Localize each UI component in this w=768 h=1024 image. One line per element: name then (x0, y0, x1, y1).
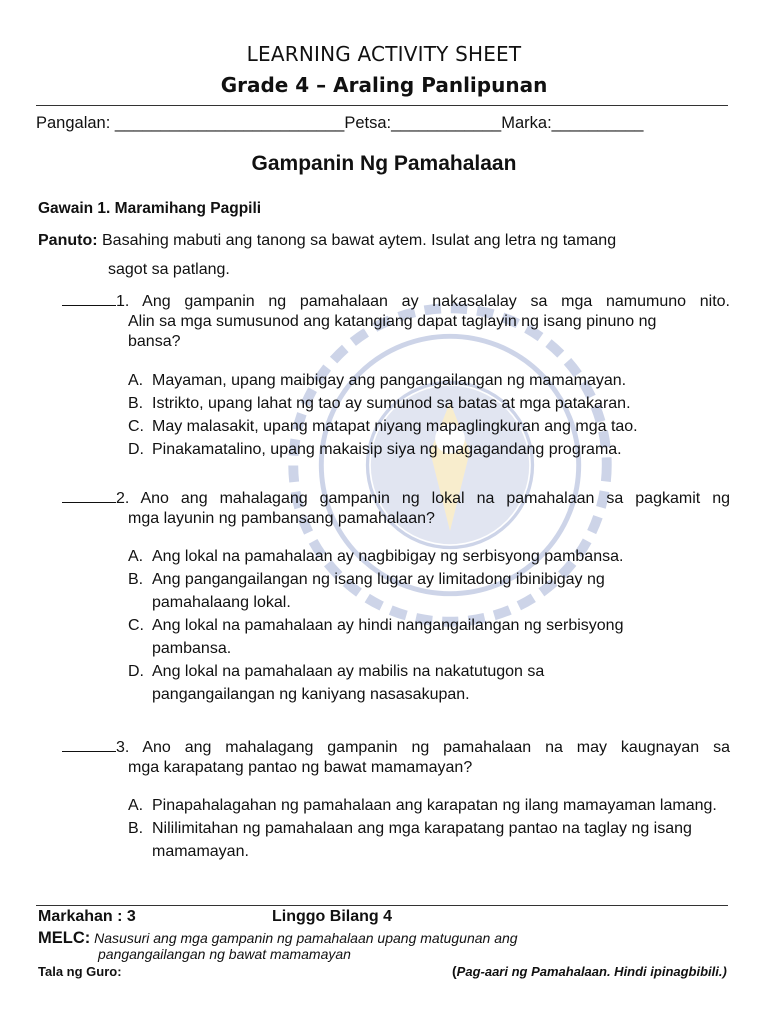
choice-text: May malasakit, upang matapat niyang mapaglingkuran ang mga tao. (152, 418, 638, 435)
sheet-subtitle: Grade 4 – Araling Panlipunan (220, 73, 548, 97)
question-number: 2. (116, 490, 130, 507)
choice-letter: A. (128, 548, 144, 565)
name-field[interactable]: _________________________ (114, 114, 345, 132)
choices-2 (128, 545, 728, 706)
choice-item (128, 614, 728, 660)
choice-item (128, 415, 728, 438)
date-field[interactable]: ____________ (391, 114, 502, 132)
choice-item (128, 392, 728, 415)
question-2 (62, 488, 730, 529)
question-1 (62, 291, 730, 352)
choice-letter: B. (128, 395, 144, 412)
instruction-text: Basahing mabuti ang tanong sa bawat aytem. Isulat ang letra ng tamang (97, 232, 617, 249)
name-label: Pangalan: (36, 114, 115, 132)
choice-item (128, 568, 728, 614)
choice-text: Mayaman, upang maibigay ang pangangailangan ng mamamayan. (152, 372, 627, 389)
footer-divider (36, 905, 728, 906)
ownership-text: Pag-aari ng Pamahalaan. Hindi ipinagbibili.) (456, 964, 727, 979)
choice-text: Ang pangangailangan ng isang lugar ay limitadong ibinibigay ng pamahalaang lokal. (152, 571, 605, 611)
melc-label: MELC: (38, 929, 91, 947)
choice-item (128, 794, 728, 817)
lesson-topic: Gampanin Ng Pamahalaan (251, 152, 517, 175)
choice-item (128, 438, 728, 461)
choice-letter: C. (128, 418, 144, 435)
instruction-text-cont: sagot sa patlang. (108, 261, 230, 278)
instruction-label: Panuto: (38, 232, 98, 249)
question-3 (62, 737, 730, 778)
choice-letter: D. (128, 663, 144, 680)
question-text: Ano ang mahalagang gampanin ng pamahalaan na may kaugnayan sa (129, 739, 730, 756)
question-text-cont: mga karapatang pantao ng bawat mamamayan? (128, 759, 473, 776)
quarter-label: Markahan : 3 (38, 908, 136, 925)
week-label: Linggo Bilang 4 (272, 908, 392, 925)
choice-text: Pinapahalagahan ng pamahalaan ang karapatan ng ilang mamayaman lamang. (152, 797, 717, 814)
ownership-note (452, 963, 727, 979)
choice-item (128, 369, 728, 392)
date-label: Petsa: (344, 114, 392, 132)
melc-text-cont: pangangailangan ng bawat mamamayan (98, 946, 351, 962)
answer-blank-3[interactable] (62, 737, 116, 752)
choice-item (128, 545, 728, 568)
activity-title: Gawain 1. Maramihang Pagpili (38, 200, 262, 217)
choice-letter: D. (128, 441, 144, 458)
choice-item (128, 660, 728, 706)
answer-blank-1[interactable] (62, 291, 116, 306)
question-number: 3. (116, 739, 130, 756)
choice-letter: B. (128, 820, 144, 837)
choice-item (128, 817, 728, 863)
choice-letter: A. (128, 372, 144, 389)
choice-text: Pinakamatalino, upang makaisip siya ng magagandang programa. (152, 441, 622, 458)
choice-text: Ang lokal na pamahalaan ay mabilis na nakatutugon sa pangangailangan ng kaniyang nasasakupan. (152, 663, 545, 703)
grade-label: Marka: (501, 114, 552, 132)
question-text-cont: mga layunin ng pambansang pamahalaan? (128, 510, 435, 527)
question-text: Ano ang mahalagang gampanin ng lokal na pamahalaan sa pagkamit ng (129, 490, 730, 507)
choice-letter: C. (128, 617, 144, 634)
choice-text: Nililimitahan ng pamahalaan ang mga karapatang pantao na taglay ng isang mamamayan. (152, 820, 692, 860)
choices-3 (128, 794, 728, 863)
grade-field[interactable]: __________ (551, 114, 644, 132)
instructions (38, 232, 728, 250)
choice-text: Ang lokal na pamahalaan ay nagbibigay ng serbisyong pambansa. (152, 548, 624, 565)
choices-1 (128, 369, 728, 461)
choice-text: Istrikto, upang lahat ng tao ay sumunod sa batas at mga patakaran. (152, 395, 631, 412)
melc-text: Nasusuri ang mga gampanin ng pamahalaan upang matugunan ang (90, 930, 518, 946)
answer-blank-2[interactable] (62, 488, 116, 503)
choice-letter: A. (128, 797, 144, 814)
question-text: Ang gampanin ng pamahalaan ay nakasalalay sa mga namumuno nito. (129, 293, 730, 310)
student-info-row (36, 114, 643, 133)
question-text-cont: Alin sa mga sumusunod ang katangiang dapat taglayin ng isang pinuno ng (128, 313, 657, 330)
teacher-note-label: Tala ng Guro: (38, 964, 122, 979)
choice-letter: B. (128, 571, 144, 588)
sheet-title: LEARNING ACTIVITY SHEET (246, 42, 522, 66)
question-text-cont: bansa? (128, 333, 181, 350)
ownership-paren: ( (452, 963, 457, 979)
question-number: 1. (116, 293, 130, 310)
choice-text: Ang lokal na pamahalaan ay hindi nangangailangan ng serbisyong pambansa. (152, 617, 624, 657)
header-divider (36, 105, 728, 106)
